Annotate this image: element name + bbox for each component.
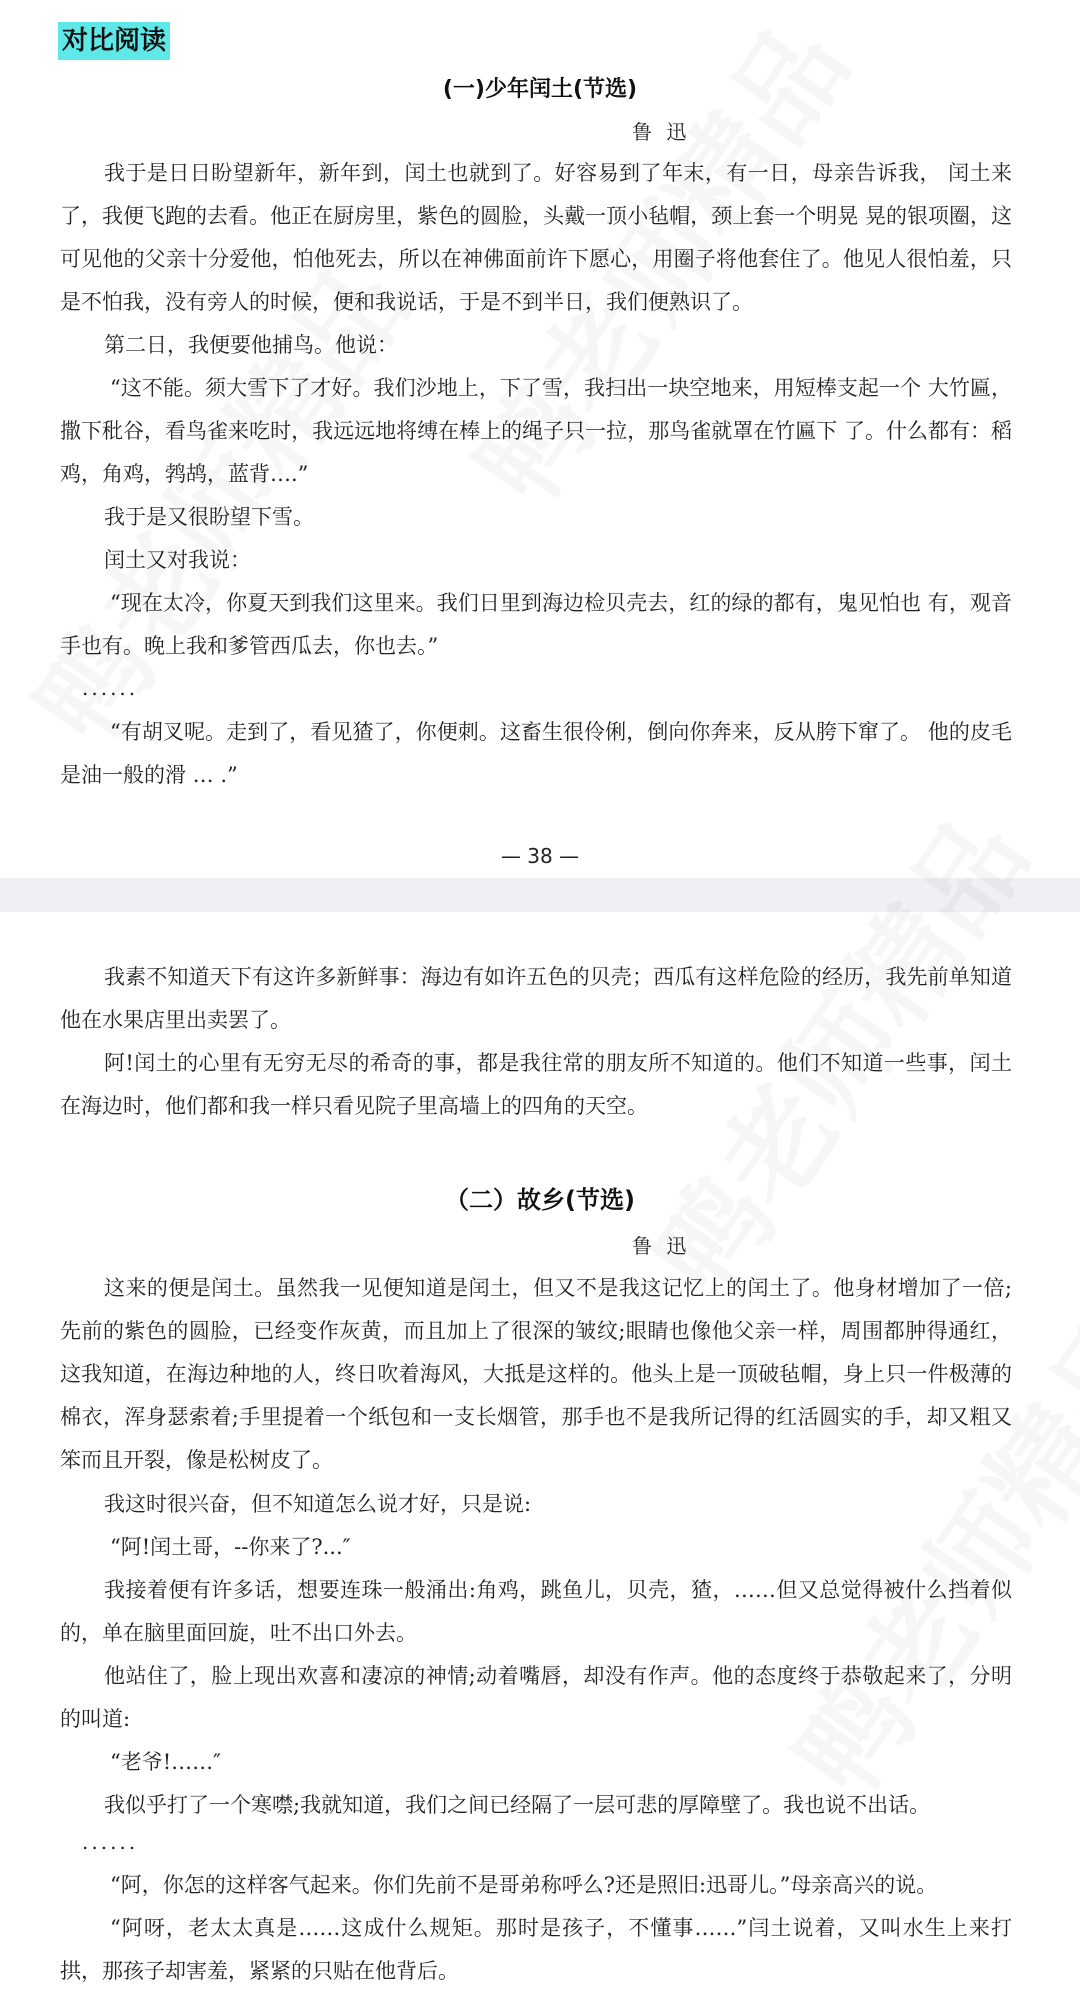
text2-author: 鲁 迅 [632, 1234, 691, 1258]
text2-title: （二）故乡(节选) [445, 1186, 635, 1214]
paragraph: “现在太冷，你夏天到我们这里来。我们日里到海边检贝壳去，红的绿的都有，鬼见怕也 有，观音手也有。晚上我和爹管西瓜去，你也去。” [60, 591, 1012, 658]
page-38 [0, 0, 1080, 878]
paragraph: “阿!闰土哥，--你来了?...″ [110, 1535, 351, 1559]
paragraph: “老爷!……″ [110, 1750, 222, 1774]
paragraph: 我这时很兴奋，但不知道怎么说才好，只是说: [104, 1492, 532, 1516]
paragraph: 闰土又对我说： [104, 548, 251, 572]
paragraph: 阿!闰土的心里有无穷无尽的希奇的事，都是我往常的朋友所不知道的。他们不知道一些事，闰土在海边时，他们都和我一样只看见院子里高墙上的四角的天空。 [60, 1051, 1012, 1118]
text1-author: 鲁 迅 [632, 120, 691, 144]
page-number: — 38 — [500, 844, 580, 868]
paragraph: “阿呀，老太太真是……这成什么规矩。那时是孩子，不懂事……”闫土说着，又叫水生上来打拱，那孩子却害羞，紧紧的只贴在他背后。 [60, 1916, 1012, 1983]
paragraph: 他站住了，脸上现出欢喜和凄凉的神情;动着嘴唇，却没有作声。他的态度终于恭敬起来了，分明的叫道: [60, 1664, 1012, 1731]
paragraph: 我于是又很盼望下雪。 [104, 505, 314, 529]
paragraph: 我于是日日盼望新年，新年到，闰土也就到了。好容易到了年末，有一日，母亲告诉我， 闰土来了，我便飞跑的去看。他正在厨房里，紫色的圆脸，头戴一顶小毡帽，颈上套一个明晃 晃的银项圈，这可见他的父亲十分爱他，怕他死去，所以在神佛面前许下愿心，用圈子将他套住了。他见人很怕羞，只是不怕我，没有旁人的时候，便和我说话，于是不到半日，我们便熟识了。 [60, 161, 1012, 314]
page-39 [0, 912, 1080, 1993]
ellipsis: ...... [82, 676, 139, 700]
paragraph: 我接着便有许多话，想要连珠一般涌出:角鸡，跳鱼儿，贝壳，猹，……但又总觉得被什么挡着似的，单在脑里面回旋，吐不出口外去。 [60, 1578, 1012, 1645]
text1-title: (一)少年闰土(节选) [442, 77, 638, 102]
paragraph: “这不能。须大雪下了才好。我们沙地上，下了雪，我扫出一块空地来，用短棒支起一个 大竹匾，撒下秕谷，看鸟雀来吃时，我远远地将缚在棒上的绳子只一拉，那鸟雀就罩在竹匾下 了。什么都有：稻鸡，角鸡，鹁鸪，蓝背….” [60, 376, 1012, 486]
page-gap [0, 878, 1080, 912]
paragraph: 这来的便是闰土。虽然我一见便知道是闰土，但又不是我这记忆上的闰土了。他身材增加了一倍;先前的紫色的圆脸，已经变作灰黄，而且加上了很深的皱纹;眼睛也像他父亲一样，周围都肿得通红，这我知道，在海边种地的人，终日吹着海风，大抵是这样的。他头上是一顶破毡帽，身上只一件极薄的棉衣，浑身瑟索着;手里提着一个纸包和一支长烟管，那手也不是我所记得的红活圆实的手，却又粗又笨而且开裂，像是松树皮了。 [60, 1276, 1012, 1472]
paragraph: 第二日，我便要他捕鸟。他说： [104, 333, 398, 357]
paragraph: “有胡叉呢。走到了，看见猹了，你便刺。这畜生很伶俐，倒向你奔来，反从胯下窜了。 他的皮毛是油一般的滑 … .” [60, 720, 1012, 787]
paragraph: “阿，你怎的这样客气起来。你们先前不是哥弟称呼么?还是照旧:迅哥儿。”母亲高兴的说。 [110, 1873, 938, 1897]
paragraph: 我似乎打了一个寒噤;我就知道，我们之间已经隔了一层可悲的厚障壁了。我也说不出话。 [104, 1793, 931, 1817]
section-tag: 对比阅读 [58, 22, 170, 60]
ellipsis: ...... [82, 1830, 139, 1854]
paragraph: 我素不知道天下有这许多新鲜事：海边有如许五色的贝壳；西瓜有这样危险的经历，我先前单知道他在水果店里出卖罢了。 [60, 965, 1012, 1032]
